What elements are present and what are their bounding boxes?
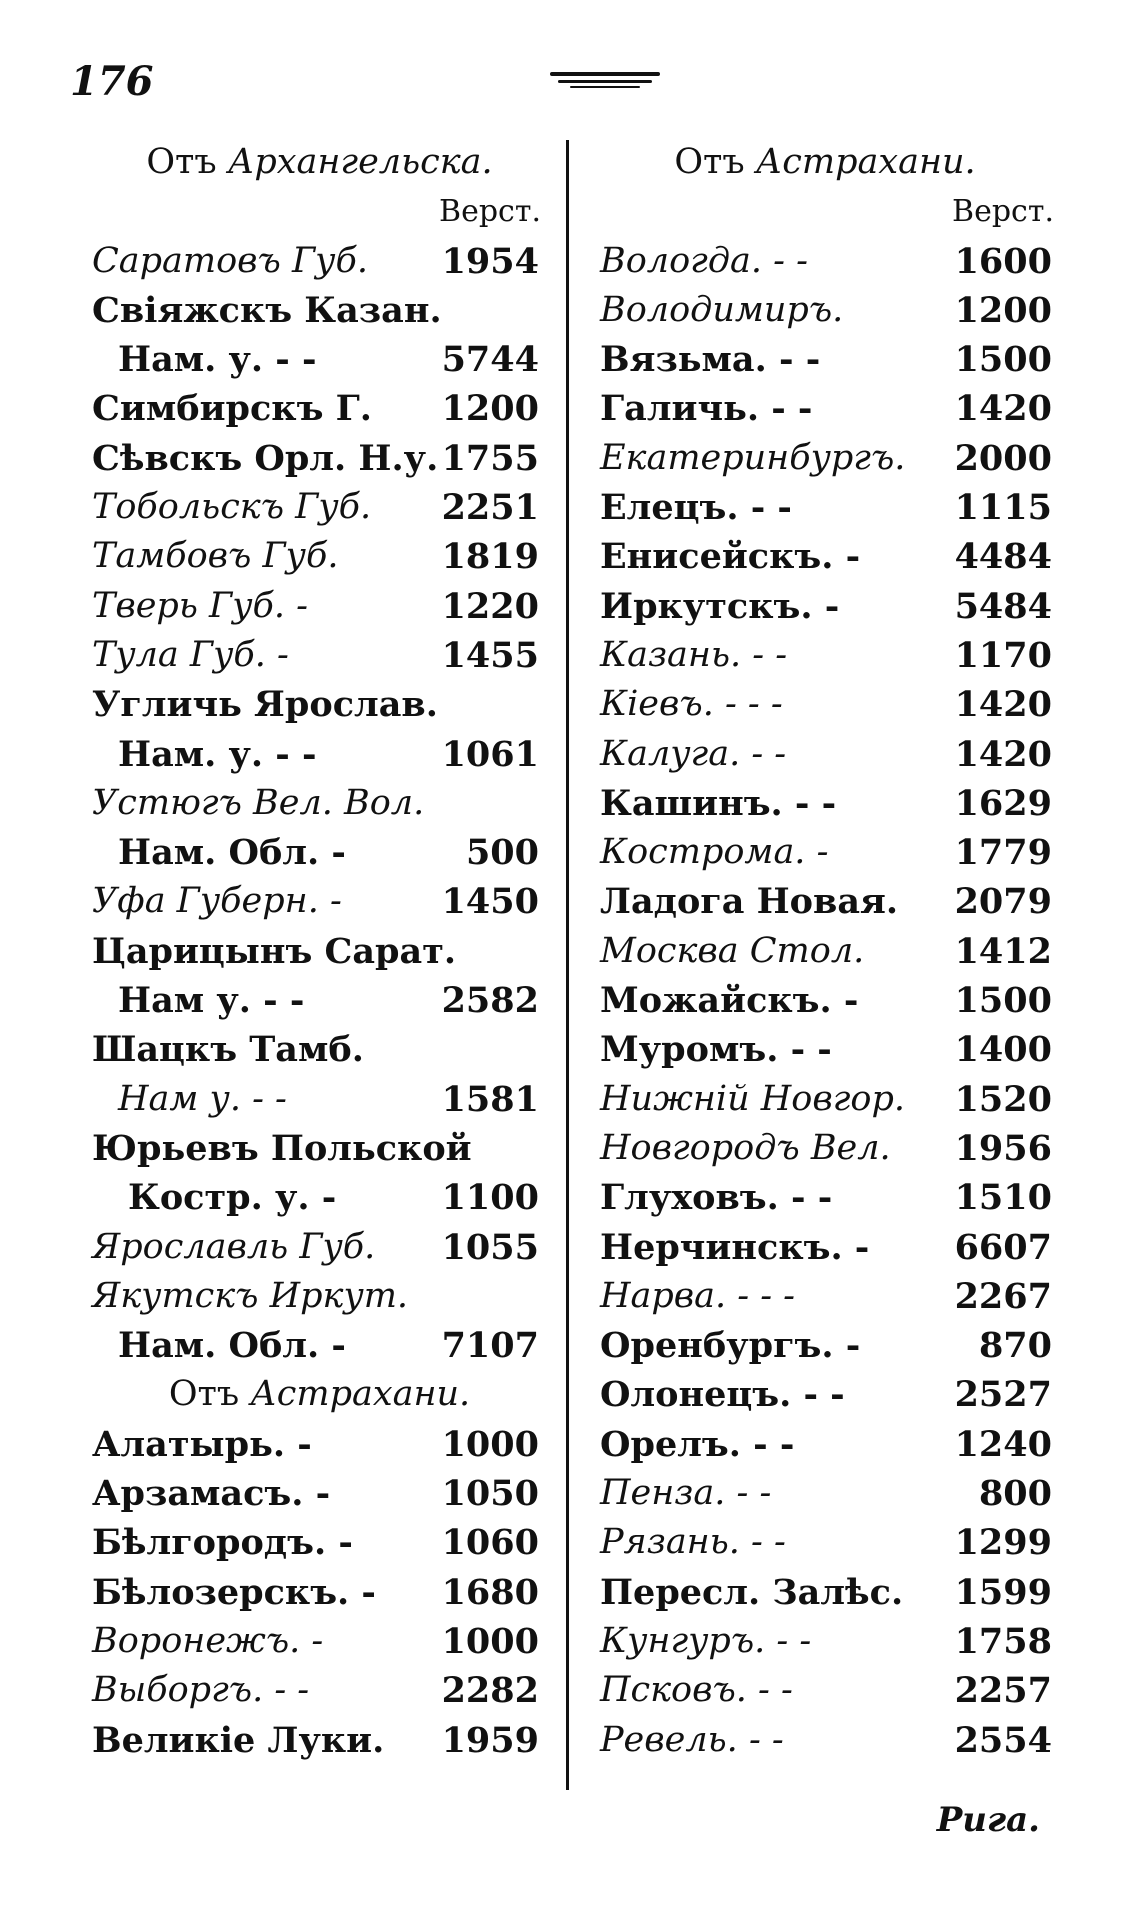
distance-value: 1055	[441, 1226, 539, 1268]
distance-value: 1520	[954, 1078, 1052, 1120]
table-row	[92, 730, 547, 779]
place-name: Нам. Обл. -	[118, 1325, 346, 1367]
place-name: Великіе Луки.	[92, 1719, 385, 1761]
table-row	[590, 1173, 1060, 1222]
place-name: Угличь Ярослав.	[92, 684, 438, 726]
place-name: Калуга. - -	[600, 733, 787, 774]
distance-value: 5744	[441, 339, 539, 381]
distance-value: 1200	[441, 388, 539, 430]
place-name: Можайскъ. -	[600, 980, 859, 1022]
distance-value: 1954	[441, 240, 539, 282]
table-row	[92, 483, 547, 532]
table-row	[92, 828, 547, 877]
distance-value: 1500	[954, 980, 1052, 1022]
distance-value: 1170	[954, 634, 1052, 676]
distance-value: 1420	[954, 684, 1052, 726]
table-row	[590, 828, 1060, 877]
table-row	[590, 1716, 1060, 1765]
right-column	[590, 138, 1060, 1765]
distance-value: 1629	[954, 782, 1052, 824]
place-name: Елецъ. - -	[600, 487, 792, 529]
place-name: Арзамасъ. -	[92, 1473, 331, 1515]
table-row	[590, 1223, 1060, 1272]
distance-value: 1000	[441, 1423, 539, 1465]
place-name: Ревель. - -	[600, 1719, 784, 1760]
table-row	[590, 976, 1060, 1025]
distance-value: 1299	[954, 1522, 1052, 1564]
place-name: Царицынъ Сарат.	[92, 930, 457, 972]
distance-value: 1758	[954, 1620, 1052, 1662]
place-name: Кіевъ. - - -	[600, 684, 783, 725]
distance-value: 1819	[441, 536, 539, 578]
page-number: 176	[70, 58, 154, 105]
place-name: Свіяжскъ Казан.	[92, 289, 442, 331]
table-row	[590, 434, 1060, 483]
distance-value: 800	[978, 1473, 1052, 1515]
distance-value: 1510	[954, 1177, 1052, 1219]
table-row	[590, 1272, 1060, 1321]
distance-value: 1455	[441, 634, 539, 676]
table-row	[92, 1518, 547, 1567]
table-row	[590, 1666, 1060, 1715]
table-row	[590, 779, 1060, 828]
place-name: Кашинъ. - -	[600, 782, 837, 824]
place-name: Тверь Губ. -	[92, 585, 308, 626]
table-row	[590, 335, 1060, 384]
table-row	[92, 384, 547, 433]
distance-value: 1599	[954, 1571, 1052, 1613]
place-name: Иркутскъ. -	[600, 585, 840, 627]
distance-value: 870	[978, 1325, 1052, 1367]
place-name: Ярославль Губ.	[92, 1226, 376, 1267]
distance-value: 1115	[954, 487, 1052, 529]
table-row	[92, 1124, 547, 1173]
place-name: Володимиръ.	[600, 289, 844, 330]
table-row	[92, 927, 547, 976]
place-name: Нам. Обл. -	[118, 832, 346, 874]
table-row	[590, 237, 1060, 286]
place-name: Сѣвскъ Орл. Н.у.	[92, 437, 439, 479]
place-name: Нам у. - -	[118, 980, 305, 1022]
table-row	[590, 1469, 1060, 1518]
header-ornament	[550, 72, 660, 90]
distance-value: 1420	[954, 388, 1052, 430]
distance-value: 1050	[441, 1473, 539, 1515]
table-row	[92, 1568, 547, 1617]
table-row	[92, 1223, 547, 1272]
place-name: Олонецъ. - -	[600, 1374, 845, 1416]
distance-value: 2527	[954, 1374, 1052, 1416]
table-row	[92, 582, 547, 631]
place-name: Тобольскъ Губ.	[92, 487, 372, 528]
table-row	[590, 483, 1060, 532]
table-row	[92, 1025, 547, 1074]
left-heading: Отъ Архангельска.	[146, 142, 493, 182]
distance-value: 6607	[954, 1226, 1052, 1268]
table-row	[92, 1321, 547, 1370]
table-row	[590, 1124, 1060, 1173]
table-row	[590, 877, 1060, 926]
table-row	[590, 927, 1060, 976]
place-name: Пересл. Залѣс.	[600, 1571, 904, 1613]
place-name: Орелъ. - -	[600, 1423, 795, 1465]
distance-value: 1755	[441, 437, 539, 479]
distance-value: 2079	[954, 881, 1052, 923]
table-row	[92, 1420, 547, 1469]
right-unit-label: Верст.	[952, 194, 1054, 230]
place-name: Воронежъ. -	[92, 1620, 324, 1661]
table-row	[92, 1075, 547, 1124]
distance-value: 1600	[954, 240, 1052, 282]
place-name: Выборгъ. - -	[92, 1670, 310, 1711]
distance-value: 1100	[441, 1177, 539, 1219]
distance-value: 1240	[954, 1423, 1052, 1465]
place-name: Бѣлозерскъ. -	[92, 1571, 376, 1613]
distance-value: 1680	[441, 1571, 539, 1613]
distance-value: 1581	[441, 1078, 539, 1120]
place-name: Бѣлгородъ. -	[92, 1522, 353, 1564]
distance-value: 2257	[954, 1670, 1052, 1712]
place-name: Кострома. -	[600, 832, 829, 873]
distance-value: 5484	[954, 585, 1052, 627]
distance-value: 4484	[954, 536, 1052, 578]
place-name: Симбирскъ Г.	[92, 388, 372, 430]
distance-value: 1220	[441, 585, 539, 627]
column-divider	[566, 140, 569, 1790]
table-row	[590, 1420, 1060, 1469]
place-name: Нижній Новгор.	[600, 1078, 906, 1119]
distance-value: 1061	[441, 733, 539, 775]
table-row	[92, 976, 547, 1025]
table-row	[92, 434, 547, 483]
table-row	[92, 335, 547, 384]
place-name: Юрьевъ Польской	[92, 1127, 472, 1169]
catchword: Рига.	[936, 1800, 1040, 1840]
table-row	[92, 779, 547, 828]
place-name: Шацкъ Тамб.	[92, 1029, 364, 1071]
place-name: Пенза. - -	[600, 1473, 772, 1514]
table-row	[590, 1370, 1060, 1419]
distance-value: 2251	[441, 487, 539, 529]
place-name: Костр. у. -	[128, 1177, 337, 1219]
place-name: Уфа Губерн. -	[92, 881, 342, 922]
distance-value: 1779	[954, 832, 1052, 874]
place-name: Тула Губ. -	[92, 634, 289, 675]
distance-value: 1400	[954, 1029, 1052, 1071]
place-name: Нам. у. - -	[118, 339, 317, 381]
place-name: Нам у. - -	[118, 1078, 287, 1119]
place-name: Екатеринбургъ.	[600, 437, 906, 478]
distance-value: 2582	[441, 980, 539, 1022]
place-name: Ладога Новая.	[600, 881, 899, 923]
place-name: Глуховъ. - -	[600, 1177, 833, 1219]
distance-value: 7107	[441, 1325, 539, 1367]
distance-value: 1500	[954, 339, 1052, 381]
table-row	[590, 384, 1060, 433]
table-row	[92, 1272, 547, 1321]
table-row	[590, 532, 1060, 581]
distance-value: 2267	[954, 1275, 1052, 1317]
table-row	[590, 1568, 1060, 1617]
place-name: Рязань. - -	[600, 1522, 786, 1563]
place-name: Вологда. - -	[600, 240, 808, 281]
place-name: Вязьма. - -	[600, 339, 821, 381]
place-name: Нерчинскъ. -	[600, 1226, 870, 1268]
table-row	[590, 1617, 1060, 1666]
table-row	[590, 1321, 1060, 1370]
place-name: Нам. у. - -	[118, 733, 317, 775]
table-row	[590, 730, 1060, 779]
place-name: Устюгъ Вел. Вол.	[92, 782, 425, 823]
place-name: Нарва. - - -	[600, 1275, 796, 1316]
distance-value: 1959	[441, 1719, 539, 1761]
distance-value: 500	[465, 832, 539, 874]
left-column	[92, 138, 547, 1765]
table-row	[92, 1716, 547, 1765]
place-name: Тамбовъ Губ.	[92, 536, 339, 577]
place-name: Оренбургъ. -	[600, 1325, 861, 1367]
table-row	[92, 631, 547, 680]
distance-value: 1200	[954, 289, 1052, 331]
table-row	[92, 680, 547, 729]
place-name: Псковъ. - -	[600, 1670, 793, 1711]
table-row	[590, 1518, 1060, 1567]
table-row	[92, 1469, 547, 1518]
table-row	[590, 582, 1060, 631]
place-name: Муромъ. - -	[600, 1029, 832, 1071]
table-row	[92, 237, 547, 286]
distance-value: 1060	[441, 1522, 539, 1564]
table-row	[590, 1025, 1060, 1074]
distance-value: 1000	[441, 1620, 539, 1662]
table-row	[92, 1666, 547, 1715]
table-row	[92, 1173, 547, 1222]
table-row	[92, 877, 547, 926]
right-heading: Отъ Астрахани.	[674, 142, 976, 182]
place-name: Галичь. - -	[600, 388, 813, 430]
place-name: Казань. - -	[600, 634, 788, 675]
left-unit-label: Верст.	[439, 194, 541, 230]
distance-value: 1956	[954, 1127, 1052, 1169]
distance-value: 1450	[441, 881, 539, 923]
distance-value: 1412	[954, 930, 1052, 972]
table-row	[590, 286, 1060, 335]
place-name: Якутскъ Иркут.	[92, 1275, 409, 1316]
place-name: Алатырь. -	[92, 1423, 312, 1465]
place-name: Новгородъ Вел.	[600, 1127, 891, 1168]
distance-value: 2282	[441, 1670, 539, 1712]
table-row	[590, 631, 1060, 680]
distance-value: 1420	[954, 733, 1052, 775]
place-name: Кунгуръ. - -	[600, 1620, 812, 1661]
table-row	[92, 286, 547, 335]
table-row	[92, 532, 547, 581]
distance-value: 2554	[954, 1719, 1052, 1761]
left-subheading: Отъ Астрахани.	[168, 1374, 471, 1415]
place-name: Москва Стол.	[600, 930, 865, 971]
table-row	[590, 1075, 1060, 1124]
place-name: Енисейскъ. -	[600, 536, 861, 578]
table-row	[590, 680, 1060, 729]
distance-value: 2000	[954, 437, 1052, 479]
place-name: Саратовъ Губ.	[92, 240, 368, 281]
table-row	[92, 1617, 547, 1666]
